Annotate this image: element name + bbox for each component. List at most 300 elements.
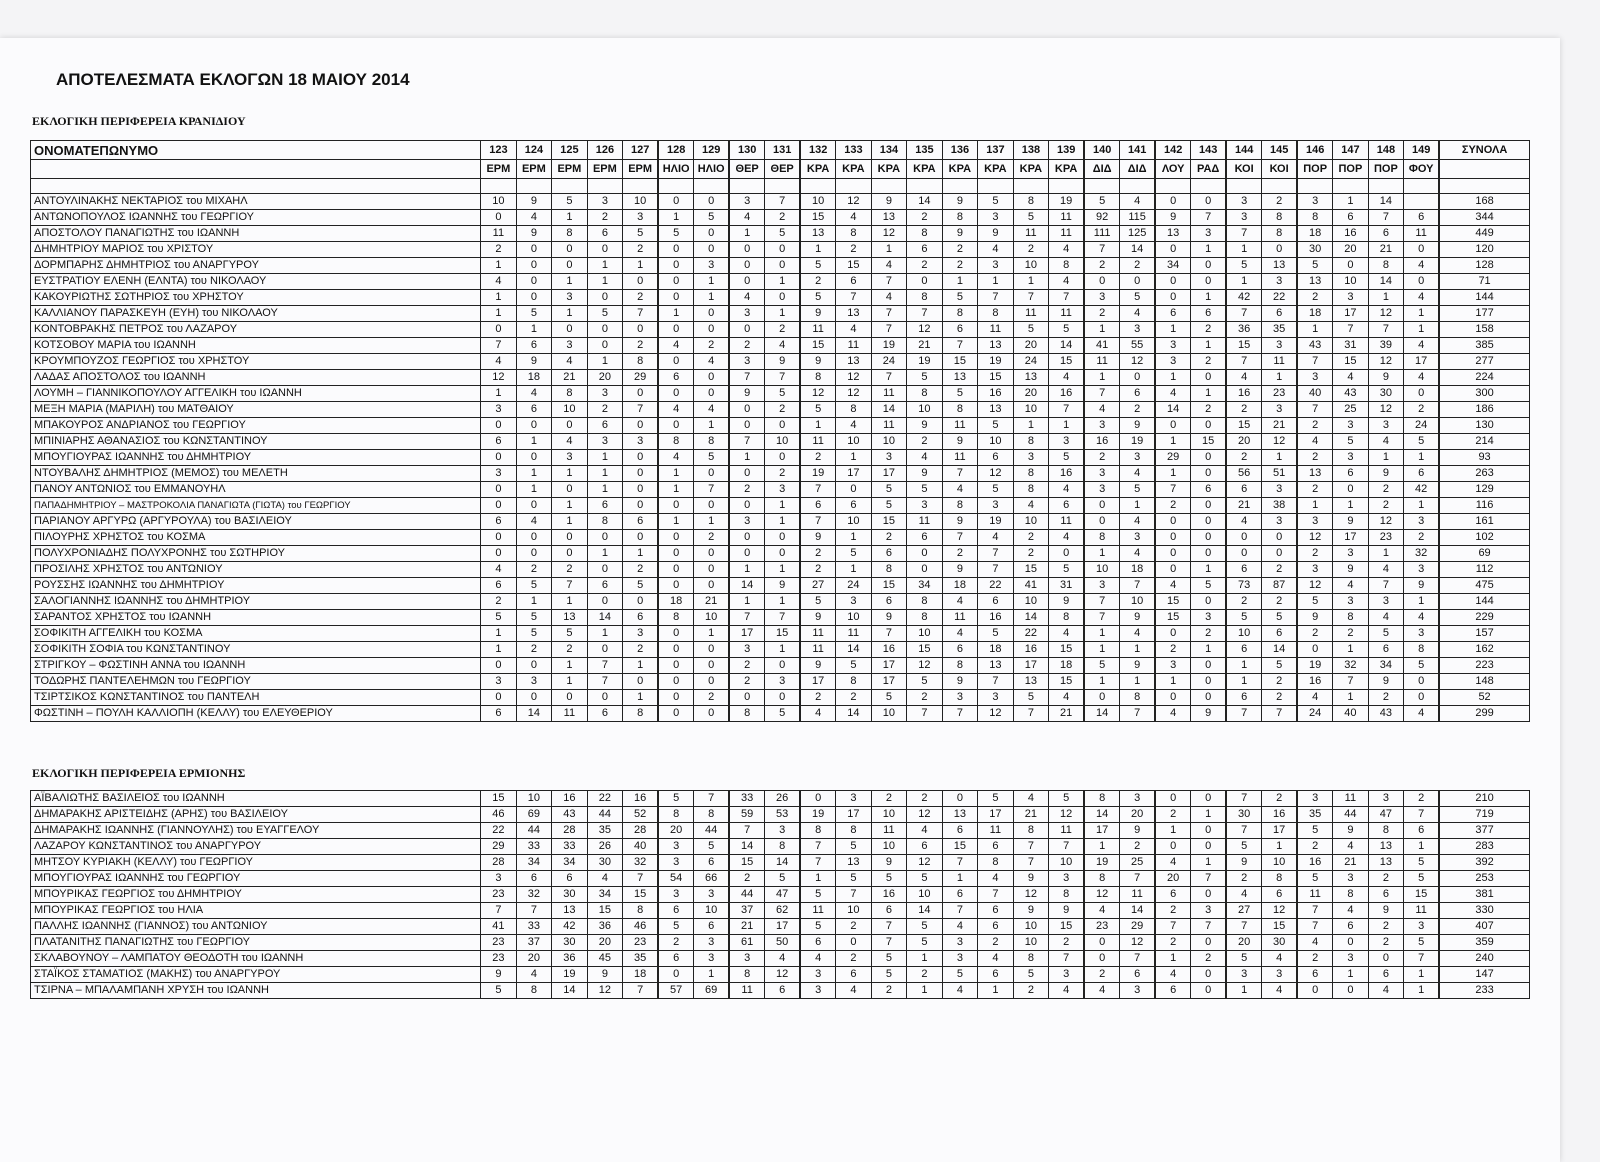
vote-cell: 13: [942, 370, 978, 386]
vote-cell: 7: [1013, 839, 1049, 855]
vote-cell: 5: [481, 610, 517, 626]
vote-cell: 32: [516, 887, 552, 903]
vote-cell: 7: [942, 466, 978, 482]
vote-cell: 0: [552, 546, 588, 562]
spacer-cell: [1120, 179, 1156, 194]
vote-cell: 3: [729, 514, 765, 530]
vote-cell: 3: [1262, 514, 1298, 530]
vote-cell: 1: [800, 242, 836, 258]
candidate-name: ΝΤΟΥΒΑΛΗΣ ΔΗΜΗΤΡΙΟΣ (ΜΕΜΟΣ) του ΜΕΛΕΤΗ: [31, 466, 481, 482]
vote-cell: 0: [481, 546, 517, 562]
candidate-total: 377: [1439, 823, 1529, 839]
vote-cell: 5: [1226, 610, 1262, 626]
vote-cell: 7: [1333, 674, 1369, 690]
vote-cell: 1: [1084, 642, 1120, 658]
candidate-total: 130: [1439, 418, 1529, 434]
vote-cell: 4: [942, 919, 978, 935]
vote-cell: 18: [978, 642, 1014, 658]
vote-cell: 4: [1262, 951, 1298, 967]
vote-cell: 7: [1049, 839, 1085, 855]
vote-cell: 7: [729, 823, 765, 839]
vote-cell: 115: [1120, 210, 1156, 226]
candidate-row: [31, 823, 1530, 839]
vote-cell: 1: [1084, 674, 1120, 690]
vote-cell: 5: [658, 791, 694, 807]
vote-cell: 0: [658, 530, 694, 546]
vote-cell: 8: [1262, 226, 1298, 242]
candidate-name: ΣΑΛΟΓΙΑΝΝΗΣ ΙΩΑΝΝΗΣ του ΔΗΜΗΤΡΙΟΥ: [31, 594, 481, 610]
vote-cell: 1: [1404, 967, 1440, 983]
vote-cell: 7: [623, 871, 659, 887]
station-code: ΚΡΑ: [871, 160, 907, 179]
candidate-row: [31, 967, 1530, 983]
vote-cell: 0: [1049, 546, 1085, 562]
vote-cell: 6: [587, 418, 623, 434]
vote-cell: 1: [552, 210, 588, 226]
vote-cell: 3: [1333, 871, 1369, 887]
vote-cell: 21: [552, 370, 588, 386]
vote-cell: 3: [694, 951, 730, 967]
vote-cell: 1: [694, 967, 730, 983]
vote-cell: 43: [1368, 706, 1404, 722]
vote-cell: 10: [907, 887, 943, 903]
vote-cell: 0: [552, 322, 588, 338]
vote-cell: 3: [1262, 274, 1298, 290]
vote-cell: 0: [658, 674, 694, 690]
vote-cell: 7: [1049, 402, 1085, 418]
vote-cell: 8: [942, 306, 978, 322]
vote-cell: 36: [1226, 322, 1262, 338]
vote-cell: 2: [658, 935, 694, 951]
vote-cell: 2: [1262, 594, 1298, 610]
spacer-cell: [694, 179, 730, 194]
vote-cell: 0: [765, 690, 801, 706]
vote-cell: 11: [871, 386, 907, 402]
vote-cell: 6: [942, 642, 978, 658]
vote-cell: 3: [942, 690, 978, 706]
vote-cell: 9: [1120, 658, 1156, 674]
vote-cell: [1404, 194, 1440, 210]
vote-cell: 10: [552, 402, 588, 418]
vote-cell: 7: [942, 530, 978, 546]
spacer-cell: [1226, 179, 1262, 194]
vote-cell: 7: [765, 194, 801, 210]
vote-cell: 7: [552, 578, 588, 594]
vote-cell: 4: [1404, 370, 1440, 386]
vote-cell: 17: [871, 674, 907, 690]
vote-cell: 10: [1013, 514, 1049, 530]
station-number: 134: [871, 141, 907, 160]
candidate-total: 161: [1439, 514, 1529, 530]
vote-cell: 3: [942, 935, 978, 951]
vote-cell: 16: [1013, 642, 1049, 658]
vote-cell: 11: [800, 434, 836, 450]
vote-cell: 3: [552, 450, 588, 466]
spacer-cell: [587, 179, 623, 194]
vote-cell: 2: [516, 642, 552, 658]
vote-cell: 7: [942, 338, 978, 354]
vote-cell: 7: [978, 887, 1014, 903]
vote-cell: 6: [587, 498, 623, 514]
vote-cell: 3: [1262, 482, 1298, 498]
candidate-name: ΜΠΙΝΙΑΡΗΣ ΑΘΑΝΑΣΙΟΣ του ΚΩΝΣΤΑΝΤΙΝΟΥ: [31, 434, 481, 450]
vote-cell: 1: [1084, 370, 1120, 386]
vote-cell: 2: [623, 242, 659, 258]
vote-cell: 0: [587, 322, 623, 338]
vote-cell: 2: [1013, 242, 1049, 258]
vote-cell: 0: [552, 530, 588, 546]
vote-cell: 3: [1049, 967, 1085, 983]
vote-cell: 1: [658, 466, 694, 482]
vote-cell: 9: [800, 658, 836, 674]
vote-cell: 2: [1404, 402, 1440, 418]
vote-cell: 0: [516, 658, 552, 674]
vote-cell: 6: [587, 226, 623, 242]
station-code: ΠΟΡ: [1368, 160, 1404, 179]
vote-cell: 4: [1404, 610, 1440, 626]
station-code: ΚΡΑ: [1013, 160, 1049, 179]
candidate-total: 299: [1439, 706, 1529, 722]
vote-cell: 16: [1049, 386, 1085, 402]
station-code: ΕΡΜ: [587, 160, 623, 179]
vote-cell: 27: [1226, 903, 1262, 919]
vote-cell: 2: [1262, 674, 1298, 690]
vote-cell: 1: [1155, 823, 1191, 839]
vote-cell: 3: [729, 951, 765, 967]
vote-cell: 20: [1013, 338, 1049, 354]
vote-cell: 2: [1262, 791, 1298, 807]
vote-cell: 3: [1155, 338, 1191, 354]
vote-cell: 9: [800, 530, 836, 546]
vote-cell: 0: [623, 498, 659, 514]
vote-cell: 43: [1333, 386, 1369, 402]
candidate-row: [31, 791, 1530, 807]
vote-cell: 3: [623, 210, 659, 226]
vote-cell: 0: [658, 706, 694, 722]
vote-cell: 1: [694, 514, 730, 530]
vote-cell: 5: [1262, 658, 1298, 674]
vote-cell: 1: [836, 530, 872, 546]
vote-cell: 0: [516, 690, 552, 706]
vote-cell: 2: [1368, 482, 1404, 498]
vote-cell: 1: [587, 274, 623, 290]
candidate-total: 128: [1439, 258, 1529, 274]
vote-cell: 6: [1297, 967, 1333, 983]
candidate-row: [31, 690, 1530, 706]
vote-cell: 21: [1333, 855, 1369, 871]
vote-cell: 15: [1404, 887, 1440, 903]
vote-cell: 23: [481, 951, 517, 967]
vote-cell: 28: [481, 855, 517, 871]
vote-cell: 1: [1155, 434, 1191, 450]
vote-cell: 32: [1333, 658, 1369, 674]
station-code: ΚΡΑ: [978, 160, 1014, 179]
candidate-total: 120: [1439, 242, 1529, 258]
vote-cell: 2: [942, 546, 978, 562]
vote-cell: 0: [1084, 690, 1120, 706]
vote-cell: 5: [587, 306, 623, 322]
vote-cell: 44: [729, 887, 765, 903]
spacer-cell: [1013, 179, 1049, 194]
vote-cell: 11: [729, 983, 765, 999]
vote-cell: 10: [1013, 935, 1049, 951]
candidate-total: 392: [1439, 855, 1529, 871]
vote-cell: 0: [836, 935, 872, 951]
vote-cell: 16: [623, 791, 659, 807]
vote-cell: 30: [1297, 242, 1333, 258]
vote-cell: 10: [871, 706, 907, 722]
vote-cell: 0: [836, 482, 872, 498]
vote-cell: 35: [1262, 322, 1298, 338]
vote-cell: 4: [1049, 983, 1085, 999]
vote-cell: 5: [1333, 434, 1369, 450]
vote-cell: 8: [978, 855, 1014, 871]
vote-cell: 3: [1013, 450, 1049, 466]
vote-cell: 8: [516, 983, 552, 999]
vote-cell: 4: [1084, 983, 1120, 999]
vote-cell: 8: [942, 210, 978, 226]
vote-cell: 9: [942, 674, 978, 690]
vote-cell: 4: [1049, 690, 1085, 706]
vote-cell: 61: [729, 935, 765, 951]
vote-cell: 1: [765, 514, 801, 530]
vote-cell: 9: [1333, 823, 1369, 839]
vote-cell: 0: [658, 194, 694, 210]
vote-cell: 2: [1226, 594, 1262, 610]
vote-cell: 1: [729, 562, 765, 578]
vote-cell: 30: [1368, 386, 1404, 402]
vote-cell: 1: [552, 674, 588, 690]
candidate-name: ΚΟΤΣΟΒΟΥ ΜΑΡΙΑ του ΙΩΑΝΝΗ: [31, 338, 481, 354]
vote-cell: 9: [1120, 610, 1156, 626]
vote-cell: 21: [907, 338, 943, 354]
spacer-cell: [516, 179, 552, 194]
vote-cell: 7: [1333, 322, 1369, 338]
vote-cell: 4: [481, 562, 517, 578]
vote-cell: 8: [1084, 871, 1120, 887]
vote-cell: 3: [1404, 919, 1440, 935]
vote-cell: 4: [694, 354, 730, 370]
vote-cell: 11: [800, 903, 836, 919]
vote-cell: 0: [765, 290, 801, 306]
candidate-name: ΛΑΖΑΡΟΥ ΚΩΝΣΤΑΝΤΙΝΟΣ του ΑΝΑΡΓΥΡΟΥ: [31, 839, 481, 855]
station-code: ΚΡΑ: [907, 160, 943, 179]
vote-cell: 1: [1191, 338, 1227, 354]
vote-cell: 0: [765, 546, 801, 562]
vote-cell: 11: [1049, 823, 1085, 839]
vote-cell: 15: [1226, 418, 1262, 434]
vote-cell: 8: [1333, 887, 1369, 903]
vote-cell: 8: [907, 594, 943, 610]
vote-cell: 2: [1368, 871, 1404, 887]
vote-cell: 5: [907, 370, 943, 386]
vote-cell: 31: [1333, 338, 1369, 354]
vote-cell: 28: [623, 823, 659, 839]
vote-cell: 14: [729, 578, 765, 594]
vote-cell: 4: [1120, 466, 1156, 482]
vote-cell: 11: [1013, 306, 1049, 322]
vote-cell: 3: [1049, 434, 1085, 450]
vote-cell: 5: [765, 706, 801, 722]
vote-cell: 2: [1084, 967, 1120, 983]
candidate-name: ΔΗΜΑΡΑΚΗΣ ΙΩΑΝΝΗΣ (ΓΙΑΝΝΟΥΛΗΣ) του ΕΥΑΓΓΕΛΟΥ: [31, 823, 481, 839]
vote-cell: 6: [978, 594, 1014, 610]
vote-cell: 0: [623, 466, 659, 482]
vote-cell: 4: [1404, 290, 1440, 306]
candidate-total: 300: [1439, 386, 1529, 402]
vote-cell: 5: [1191, 578, 1227, 594]
vote-cell: 5: [1084, 658, 1120, 674]
vote-cell: 2: [1155, 642, 1191, 658]
vote-cell: 4: [516, 967, 552, 983]
vote-cell: 4: [481, 354, 517, 370]
vote-cell: 17: [1333, 306, 1369, 322]
vote-cell: 23: [1368, 530, 1404, 546]
vote-cell: 5: [1084, 194, 1120, 210]
vote-cell: 4: [516, 210, 552, 226]
vote-cell: 12: [978, 706, 1014, 722]
vote-cell: 10: [1049, 855, 1085, 871]
vote-cell: 1: [658, 514, 694, 530]
vote-cell: 5: [1404, 434, 1440, 450]
vote-cell: 5: [1226, 839, 1262, 855]
vote-cell: 0: [516, 242, 552, 258]
vote-cell: 19: [1297, 658, 1333, 674]
vote-cell: 1: [1226, 658, 1262, 674]
vote-cell: 31: [1049, 578, 1085, 594]
vote-cell: 0: [1191, 823, 1227, 839]
vote-cell: 3: [1297, 370, 1333, 386]
candidate-total: 449: [1439, 226, 1529, 242]
vote-cell: 11: [800, 322, 836, 338]
vote-cell: 2: [1013, 530, 1049, 546]
vote-cell: 5: [1013, 210, 1049, 226]
vote-cell: 0: [1297, 642, 1333, 658]
vote-cell: 1: [1120, 642, 1156, 658]
candidate-name: ΑΝΤΟΥΛΙΝΑΚΗΣ ΝΕΚΤΑΡΙΟΣ του ΜΙΧΑΗΛ: [31, 194, 481, 210]
vote-cell: 2: [800, 450, 836, 466]
vote-cell: 2: [1368, 935, 1404, 951]
vote-cell: 0: [1191, 370, 1227, 386]
vote-cell: 2: [1155, 498, 1191, 514]
vote-cell: 7: [694, 791, 730, 807]
vote-cell: 0: [516, 290, 552, 306]
vote-cell: 0: [552, 482, 588, 498]
spacer-cell: [552, 179, 588, 194]
vote-cell: 5: [1226, 258, 1262, 274]
spacer-cell: [31, 179, 481, 194]
vote-cell: 3: [1191, 903, 1227, 919]
vote-cell: 7: [1297, 354, 1333, 370]
vote-cell: 3: [694, 887, 730, 903]
vote-cell: 14: [729, 839, 765, 855]
candidate-row: [31, 807, 1530, 823]
vote-cell: 34: [1368, 658, 1404, 674]
vote-cell: 1: [1155, 674, 1191, 690]
vote-cell: 4: [836, 322, 872, 338]
vote-cell: 7: [978, 562, 1014, 578]
vote-cell: 34: [907, 578, 943, 594]
vote-cell: 13: [1155, 226, 1191, 242]
vote-cell: 1: [552, 658, 588, 674]
vote-cell: 19: [871, 338, 907, 354]
vote-cell: 1: [516, 482, 552, 498]
vote-cell: 6: [978, 919, 1014, 935]
vote-cell: 14: [871, 402, 907, 418]
vote-cell: 26: [587, 839, 623, 855]
spacer-cell: [836, 179, 872, 194]
vote-cell: 0: [1155, 562, 1191, 578]
station-number: 140: [1084, 141, 1120, 160]
vote-cell: 11: [800, 626, 836, 642]
vote-cell: 9: [765, 578, 801, 594]
vote-cell: 2: [1155, 903, 1191, 919]
vote-cell: 7: [1226, 791, 1262, 807]
vote-cell: 4: [800, 951, 836, 967]
vote-cell: 7: [1013, 706, 1049, 722]
vote-cell: 4: [871, 290, 907, 306]
vote-cell: 5: [978, 482, 1014, 498]
vote-cell: 14: [907, 194, 943, 210]
vote-cell: 16: [978, 610, 1014, 626]
spacer-cell: [800, 179, 836, 194]
vote-cell: 7: [871, 919, 907, 935]
vote-cell: 2: [623, 562, 659, 578]
vote-cell: 3: [1297, 562, 1333, 578]
vote-cell: 13: [836, 354, 872, 370]
vote-cell: 1: [658, 210, 694, 226]
vote-cell: 4: [1333, 578, 1369, 594]
vote-cell: 11: [942, 418, 978, 434]
vote-cell: 5: [694, 210, 730, 226]
candidate-row: [31, 642, 1530, 658]
vote-cell: 8: [623, 903, 659, 919]
vote-cell: 3: [1368, 594, 1404, 610]
candidate-row: [31, 450, 1530, 466]
vote-cell: 4: [1155, 967, 1191, 983]
vote-cell: 8: [1084, 530, 1120, 546]
vote-cell: 1: [516, 322, 552, 338]
candidate-row: [31, 482, 1530, 498]
vote-cell: 10: [1013, 258, 1049, 274]
vote-cell: 4: [836, 418, 872, 434]
vote-cell: 2: [1191, 951, 1227, 967]
vote-cell: 3: [1084, 418, 1120, 434]
vote-cell: 7: [1368, 210, 1404, 226]
vote-cell: 1: [1191, 642, 1227, 658]
vote-cell: 12: [1084, 887, 1120, 903]
vote-cell: 6: [871, 903, 907, 919]
vote-cell: 4: [836, 210, 872, 226]
vote-cell: 57: [658, 983, 694, 999]
candidate-name: ΔΗΜΗΤΡΙΟΥ ΜΑΡΙΟΣ του ΧΡΙΣΤΟΥ: [31, 242, 481, 258]
station-number: 137: [978, 141, 1014, 160]
vote-cell: 53: [765, 807, 801, 823]
vote-cell: 1: [1155, 466, 1191, 482]
vote-cell: 1: [587, 354, 623, 370]
vote-cell: 15: [1155, 610, 1191, 626]
vote-cell: 8: [1013, 951, 1049, 967]
vote-cell: 0: [729, 498, 765, 514]
vote-cell: 0: [481, 690, 517, 706]
vote-cell: 5: [800, 919, 836, 935]
candidate-total: 330: [1439, 903, 1529, 919]
vote-cell: 6: [942, 322, 978, 338]
vote-cell: 8: [1120, 690, 1156, 706]
vote-cell: 19: [1084, 855, 1120, 871]
vote-cell: 2: [1262, 690, 1298, 706]
vote-cell: 1: [1333, 642, 1369, 658]
